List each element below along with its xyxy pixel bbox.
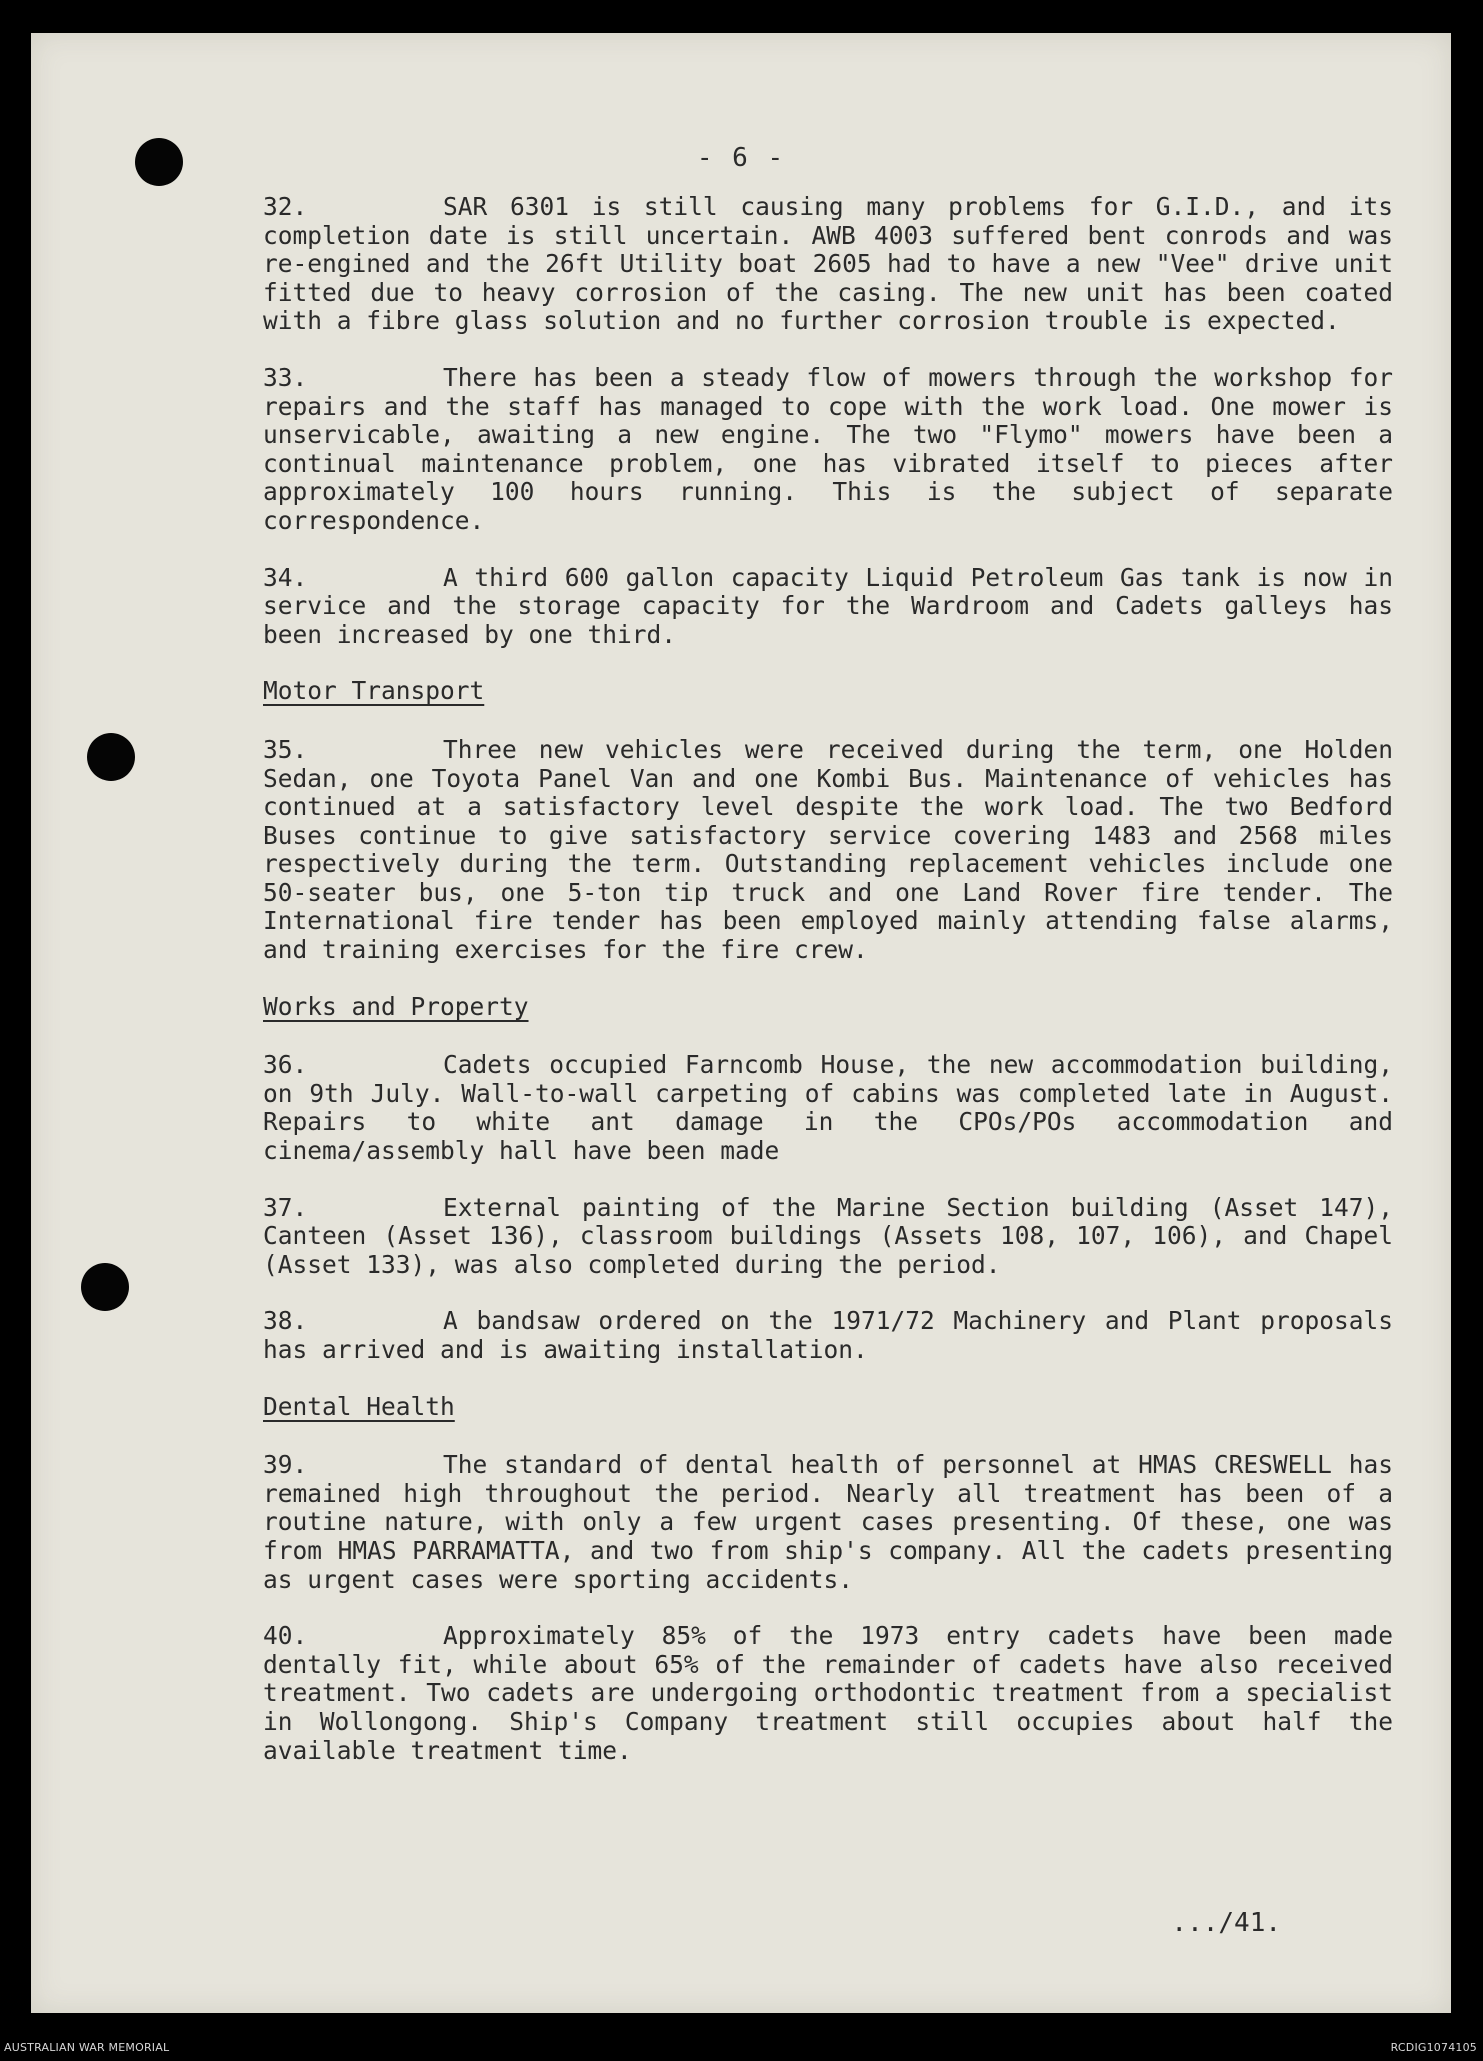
heading-motor-transport: Motor Transport — [263, 676, 485, 706]
paragraph-number: 34. — [263, 562, 308, 592]
page-number: - 6 - — [696, 143, 786, 173]
paragraph-text: There has been a steady flow of mowers through the workshop for repairs and the staff has managed to cope with the work load. One mower is unservicable, awaiting a new engine. The two "Flymo" mowers have been a continual maintenance problem, one has vibrated itself to pieces after approximately 100 hours running. This is the subject of separate correspondence. — [263, 362, 1393, 535]
paragraph-number: 38. — [263, 1306, 308, 1336]
footer-record-id: RCDIG1074105 — [1390, 2041, 1477, 2054]
paragraph-number: 35. — [263, 734, 308, 764]
heading-works-and-property: Works and Property — [263, 991, 529, 1021]
paragraph-number: 37. — [263, 1192, 308, 1222]
paragraph-text: Approximately 85% of the 1973 entry cadets have been made dentally fit, while about 65% of the remainder of cadets have also received treatment. Two cadets are undergoing orthodontic treatment from a specialist in Wollongong. Ship's Company treatment still occupies about half the available treatment time. — [263, 1621, 1393, 1765]
paragraph-text: Three new vehicles were received during the term, one Holden Sedan, one Toyota Panel Van and one Kombi Bus. Maintenance of vehicles has continued at a satisfactory level despite the work load. The two Bedford Buses continue to give satisfactory service covering 1483 and 2568 miles respectively during the term. Outstanding replacement vehicles include one 50-seater bus, one 5-ton tip truck and one Land Rover fire tender. The International fire tender has been employed mainly attending false alarms, and training exercises for the fire crew. — [263, 734, 1393, 965]
punch-hole-middle — [87, 733, 135, 781]
document-body — [263, 193, 1393, 1793]
paragraph-32 — [263, 193, 1393, 336]
paragraph-34 — [263, 564, 1393, 650]
punch-hole-bottom — [81, 1263, 129, 1311]
paragraph-33 — [263, 364, 1393, 536]
paragraph-number: 32. — [263, 192, 308, 221]
paragraph-text: SAR 6301 is still causing many problems for G.I.D., and its completion date is still uncertain. AWB 4003 suffered bent conrods and was re-engined and the 26ft Utility boat 2605 had to have a new "Vee" drive unit fitted due to heavy corrosion of the casing. The new unit has been coated with a fibre glass solution and no further corrosion trouble is expected. — [263, 192, 1393, 336]
paragraph-text: Cadets occupied Farncomb House, the new accommodation building, on 9th July. Wall-to-wall carpeting of cabins was completed late in August. Repairs to white ant damage in the CPOs/POs accommodation and cinema/assembly hall have been made — [263, 1050, 1393, 1166]
paragraph-38 — [263, 1307, 1393, 1364]
paragraph-text: A bandsaw ordered on the 1971/72 Machinery and Plant proposals has arrived and is awaiting installation. — [263, 1306, 1393, 1364]
paragraph-35 — [263, 736, 1393, 965]
paragraph-40 — [263, 1622, 1393, 1765]
document-sheet — [31, 33, 1451, 2013]
paragraph-text: External painting of the Marine Section building (Asset 147), Canteen (Asset 136), classroom buildings (Assets 108, 107, 106), and Chapel (Asset 133), was also completed during the period. — [263, 1192, 1393, 1279]
paragraph-text: The standard of dental health of personnel at HMAS CRESWELL has remained high throughout the period. Nearly all treatment has been of a routine nature, with only a few urgent cases presenting. Of these, one was from HMAS PARRAMATTA, and two from ship's company. All the cadets presenting as urgent cases were sporting accidents. — [263, 1450, 1393, 1594]
heading-dental-health: Dental Health — [263, 1391, 455, 1421]
paragraph-39 — [263, 1451, 1393, 1594]
paragraph-text: A third 600 gallon capacity Liquid Petroleum Gas tank is now in service and the storage capacity for the Wardroom and Cadets galleys has been increased by one third. — [263, 562, 1393, 649]
paragraph-number: 36. — [263, 1050, 308, 1080]
paragraph-37 — [263, 1194, 1393, 1280]
paragraph-number: 39. — [263, 1450, 308, 1480]
footer-archive-name: AUSTRALIAN WAR MEMORIAL — [4, 2041, 170, 2054]
paragraph-36 — [263, 1051, 1393, 1165]
continuation-marker: .../41. — [1171, 1908, 1281, 1938]
paragraph-number: 33. — [263, 362, 308, 392]
paragraph-number: 40. — [263, 1621, 308, 1651]
